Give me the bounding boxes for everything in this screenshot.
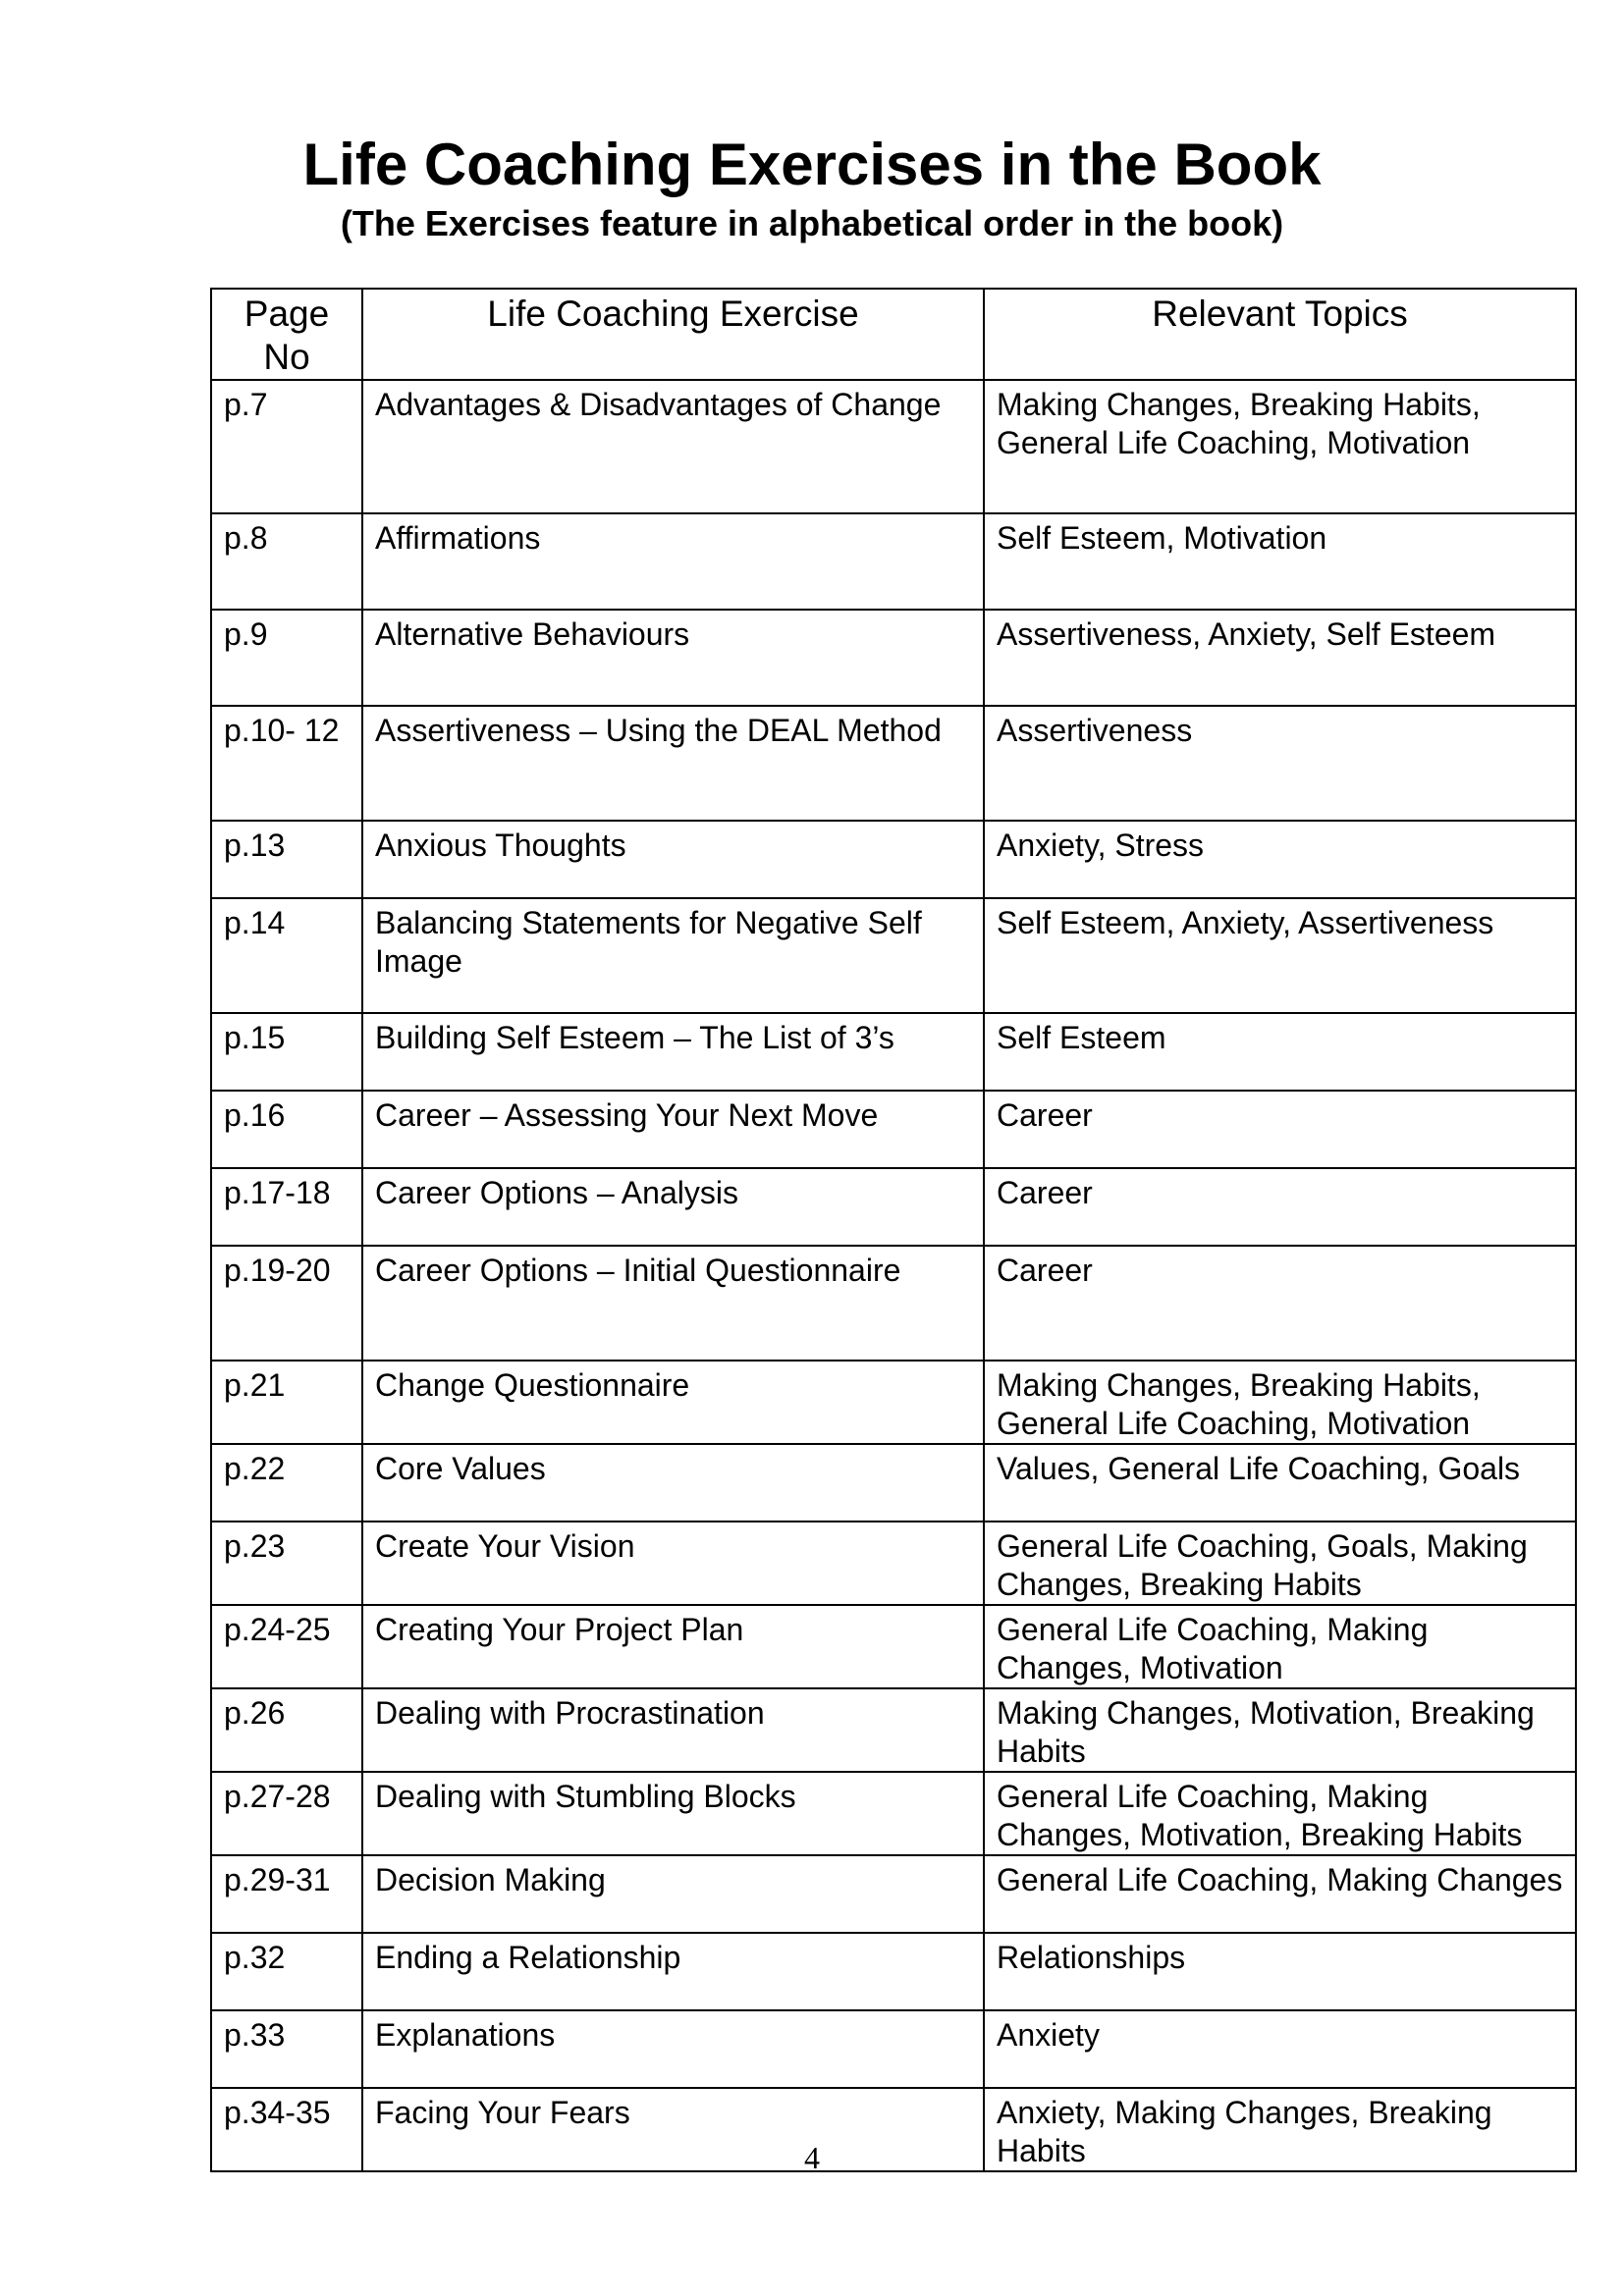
table-row — [211, 610, 1576, 706]
exercise-cell: Facing Your Fears — [362, 2088, 984, 2171]
exercise-cell: Dealing with Stumbling Blocks — [362, 1772, 984, 1855]
table-header-row — [211, 289, 1576, 380]
page-cell: p.17-18 — [211, 1168, 362, 1246]
table-row — [211, 706, 1576, 821]
page-cell: p.9 — [211, 610, 362, 706]
exercise-cell: Decision Making — [362, 1855, 984, 1933]
topics-cell: Self Esteem — [984, 1013, 1576, 1091]
exercise-cell: Explanations — [362, 2010, 984, 2088]
topics-cell: Self Esteem, Anxiety, Assertiveness — [984, 898, 1576, 1013]
exercise-cell: Career – Assessing Your Next Move — [362, 1091, 984, 1168]
topics-cell: Anxiety, Stress — [984, 821, 1576, 898]
page-cell: p.29-31 — [211, 1855, 362, 1933]
table-row — [211, 1091, 1576, 1168]
page-cell: p.7 — [211, 380, 362, 513]
topics-cell: Anxiety — [984, 2010, 1576, 2088]
table-row — [211, 1246, 1576, 1361]
topics-cell: General Life Coaching, Goals, Making Changes, Breaking Habits — [984, 1522, 1576, 1605]
topics-cell: Assertiveness — [984, 706, 1576, 821]
page-cell: p.27-28 — [211, 1772, 362, 1855]
header-topics: Relevant Topics — [984, 289, 1576, 380]
topics-cell: Assertiveness, Anxiety, Self Esteem — [984, 610, 1576, 706]
exercise-cell: Dealing with Procrastination — [362, 1688, 984, 1772]
topics-cell: Making Changes, Motivation, Breaking Habits — [984, 1688, 1576, 1772]
table-row — [211, 1605, 1576, 1688]
table-row — [211, 380, 1576, 513]
topics-cell: Anxiety, Making Changes, Breaking Habits — [984, 2088, 1576, 2171]
table-row — [211, 513, 1576, 610]
exercise-cell: Building Self Esteem – The List of 3’s — [362, 1013, 984, 1091]
exercise-cell: Career Options – Analysis — [362, 1168, 984, 1246]
table-row — [211, 1933, 1576, 2010]
page-cell: p.8 — [211, 513, 362, 610]
table-row — [211, 1444, 1576, 1522]
page-title: Life Coaching Exercises in the Book — [302, 132, 1322, 197]
topics-cell: Values, General Life Coaching, Goals — [984, 1444, 1576, 1522]
page-cell: p.15 — [211, 1013, 362, 1091]
topics-cell: Career — [984, 1246, 1576, 1361]
page-cell: p.33 — [211, 2010, 362, 2088]
topics-cell: Self Esteem, Motivation — [984, 513, 1576, 610]
table-row — [211, 898, 1576, 1013]
table-row — [211, 1688, 1576, 1772]
page-cell: p.13 — [211, 821, 362, 898]
page-number: 4 — [804, 2140, 820, 2175]
page-cell: p.22 — [211, 1444, 362, 1522]
topics-cell: Relationships — [984, 1933, 1576, 2010]
header-page-no: Page No — [211, 289, 362, 380]
page-cell: p.34-35 — [211, 2088, 362, 2171]
page-cell: p.24-25 — [211, 1605, 362, 1688]
exercise-cell: Anxious Thoughts — [362, 821, 984, 898]
exercise-cell: Career Options – Initial Questionnaire — [362, 1246, 984, 1361]
page-cell: p.14 — [211, 898, 362, 1013]
header-exercise: Life Coaching Exercise — [362, 289, 984, 380]
table-row — [211, 821, 1576, 898]
topics-cell: General Life Coaching, Making Changes, Motivation, Breaking Habits — [984, 1772, 1576, 1855]
page-subtitle: (The Exercises feature in alphabetical order in the book) — [340, 203, 1284, 243]
topics-cell: General Life Coaching, Making Changes, Motivation — [984, 1605, 1576, 1688]
topics-cell: Making Changes, Breaking Habits, General Life Coaching, Motivation — [984, 380, 1576, 513]
exercise-cell: Creating Your Project Plan — [362, 1605, 984, 1688]
page-cell: p.10- 12 — [211, 706, 362, 821]
topics-cell: Career — [984, 1091, 1576, 1168]
page-cell: p.16 — [211, 1091, 362, 1168]
table-row — [211, 1772, 1576, 1855]
exercise-cell: Ending a Relationship — [362, 1933, 984, 2010]
topics-cell: Making Changes, Breaking Habits, General Life Coaching, Motivation — [984, 1361, 1576, 1444]
table-row — [211, 1361, 1576, 1444]
exercise-cell: Affirmations — [362, 513, 984, 610]
exercise-cell: Alternative Behaviours — [362, 610, 984, 706]
topics-cell: General Life Coaching, Making Changes — [984, 1855, 1576, 1933]
page-cell: p.32 — [211, 1933, 362, 2010]
exercise-cell: Assertiveness – Using the DEAL Method — [362, 706, 984, 821]
topics-cell: Career — [984, 1168, 1576, 1246]
exercise-cell: Core Values — [362, 1444, 984, 1522]
exercises-table — [210, 288, 1577, 2172]
table-row — [211, 1855, 1576, 1933]
exercise-cell: Balancing Statements for Negative Self Image — [362, 898, 984, 1013]
table-row — [211, 2010, 1576, 2088]
page-cell: p.26 — [211, 1688, 362, 1772]
table-row — [211, 1013, 1576, 1091]
table-row — [211, 1522, 1576, 1605]
exercise-cell: Advantages & Disadvantages of Change — [362, 380, 984, 513]
table-row — [211, 1168, 1576, 1246]
exercise-cell: Change Questionnaire — [362, 1361, 984, 1444]
page-cell: p.19-20 — [211, 1246, 362, 1361]
page-cell: p.21 — [211, 1361, 362, 1444]
exercise-cell: Create Your Vision — [362, 1522, 984, 1605]
page-cell: p.23 — [211, 1522, 362, 1605]
